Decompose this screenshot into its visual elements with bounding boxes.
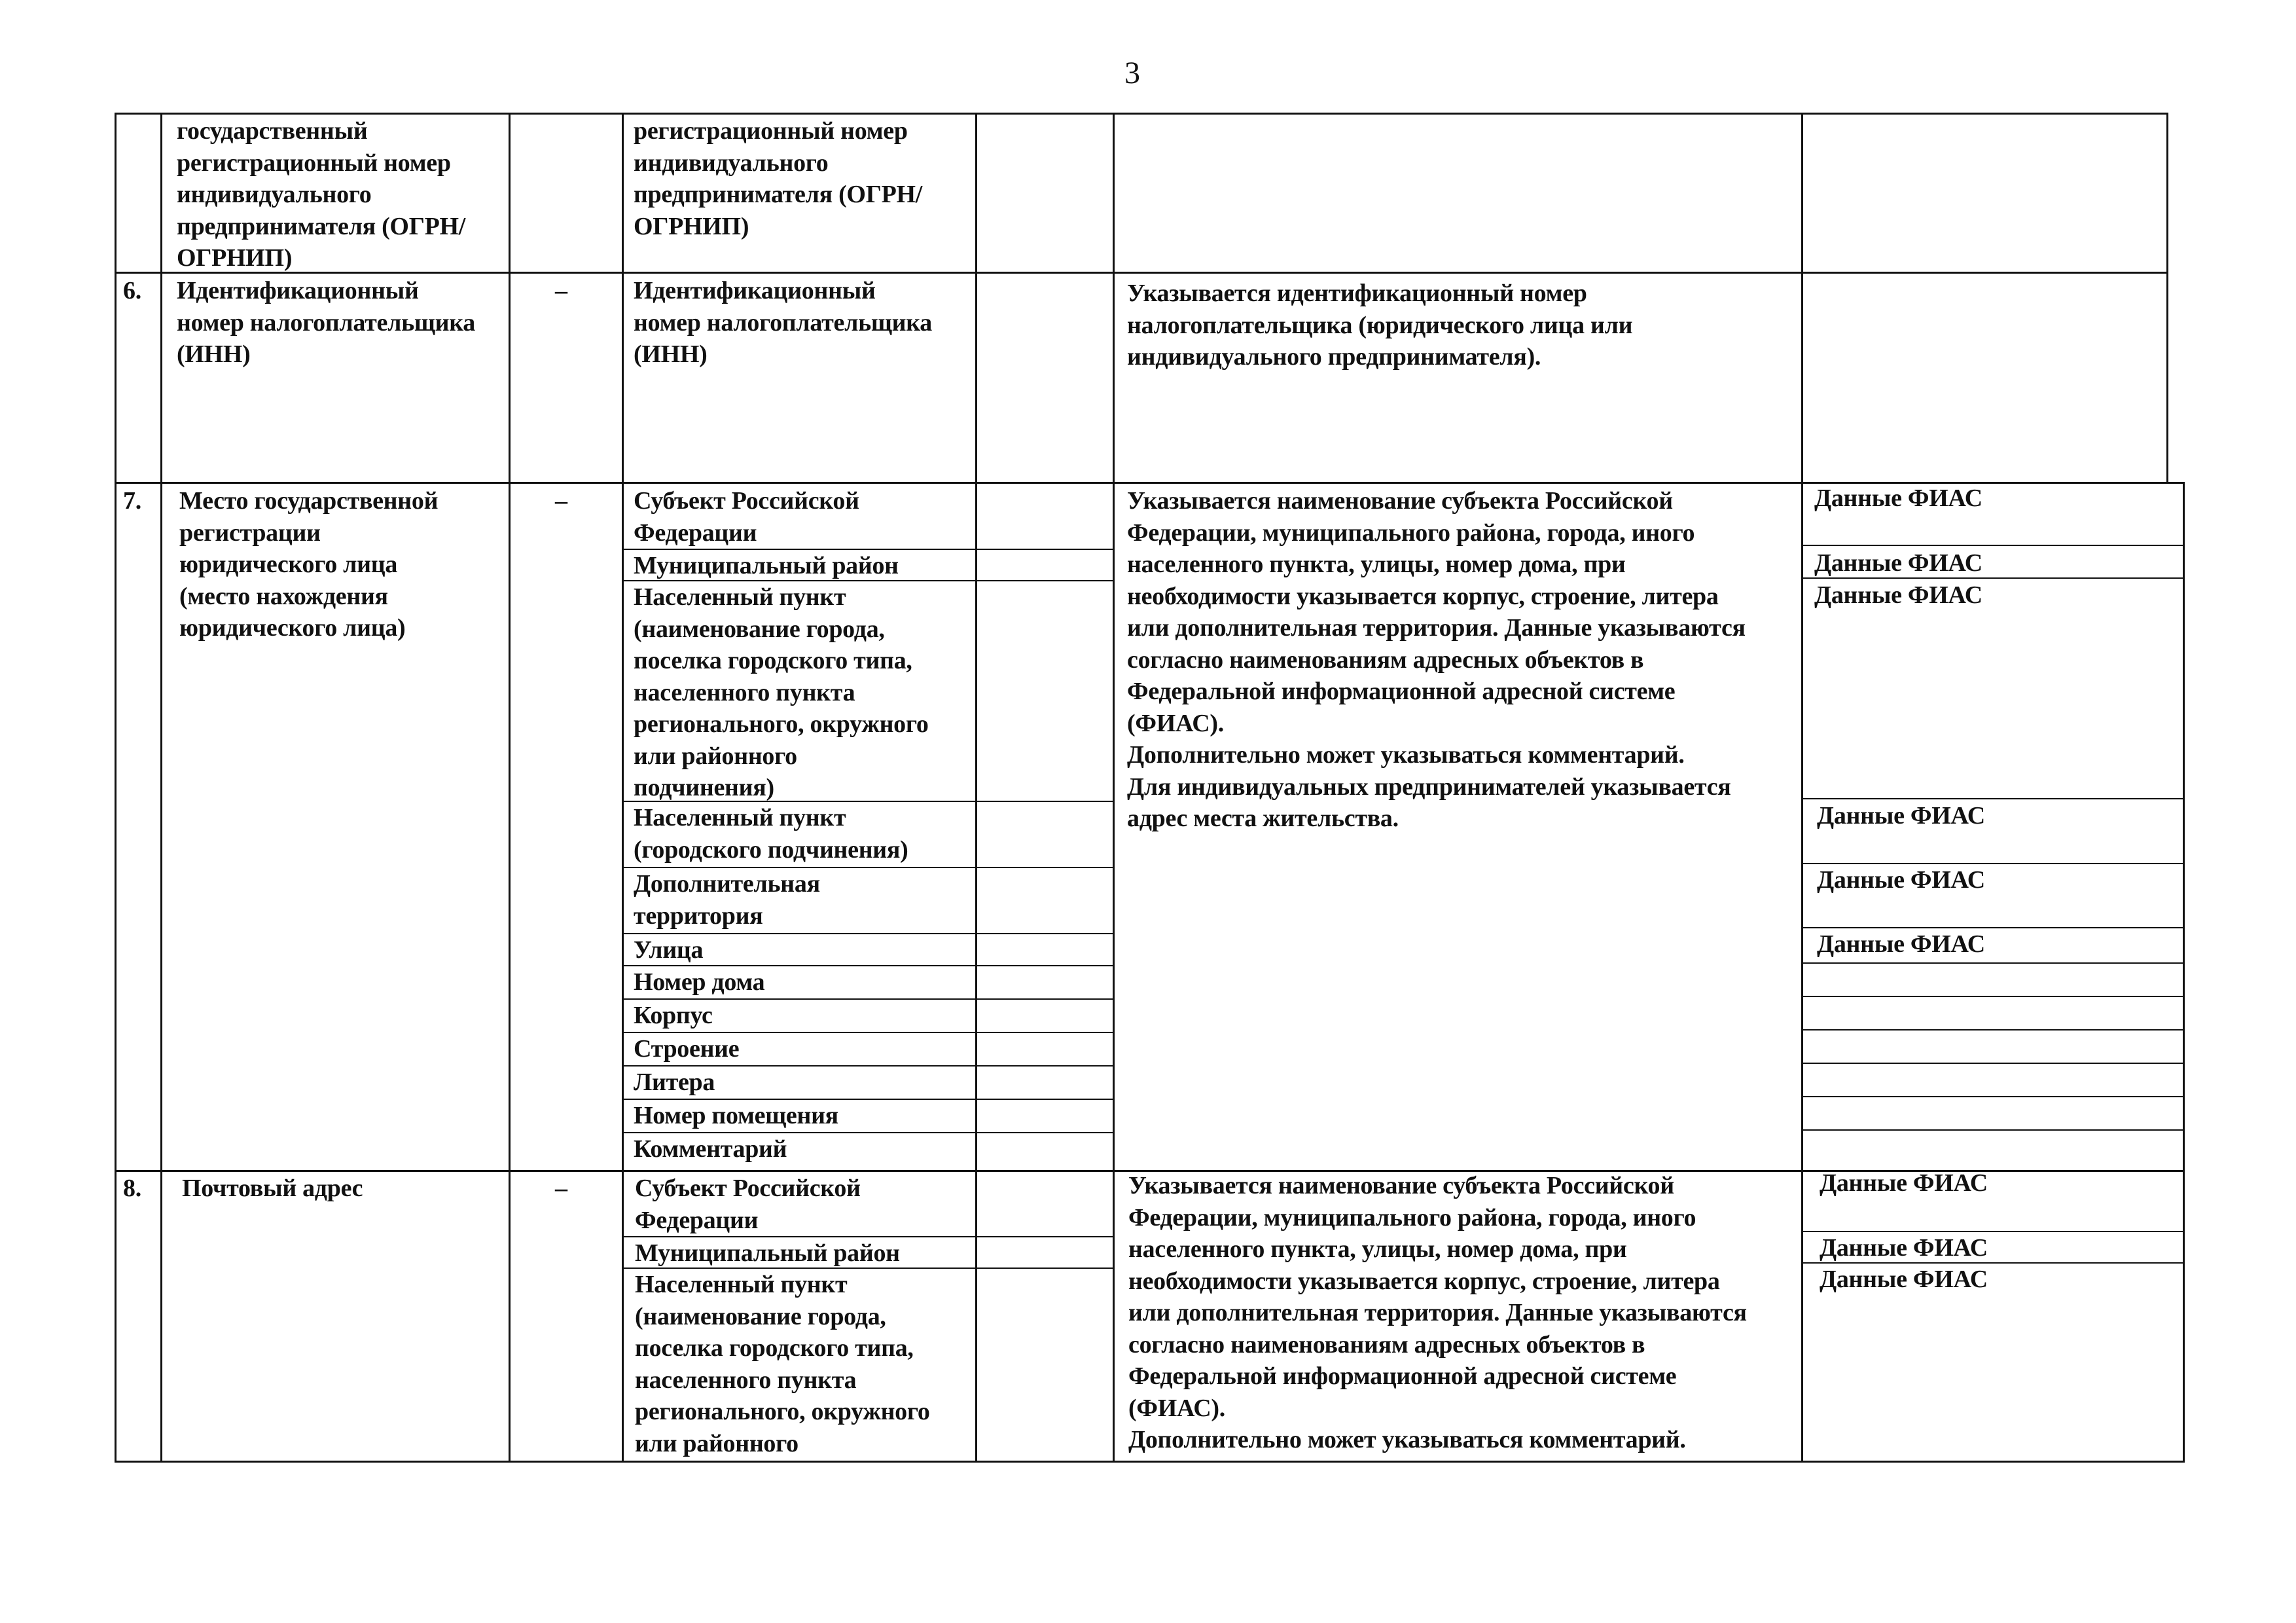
field-locality: Населенный пункт (наименование города, поселка городского типа, населенного пункта регионального, окружного или районного (635, 1271, 930, 1457)
dash: – (555, 487, 567, 515)
column-divider (1113, 113, 1115, 1463)
cell-field: регистрационный номер индивидуального предпринимателя (ОГРН/ ОГРНИП) (634, 117, 922, 240)
source-fias: Данные ФИАС (1820, 1234, 1988, 1262)
source-fias: Данные ФИАС (1817, 866, 1985, 894)
field-house-number: Номер дома (634, 968, 765, 996)
table-border-left (115, 113, 117, 1463)
cell-description: Указывается наименование субъекта Российской Федерации, муниципального района, города, иного населенного пункта, улицы, номер дома, при необходимости указывается корпус, строение, литера или дополнительная территория. Данные указываются согласно наименованиям адресных объектов в Федеральной информационной адресной системе (ФИАС). Дополнительно может указываться комментарий. (1128, 1172, 1747, 1453)
field-building: Корпус (634, 1002, 713, 1029)
field-municipal-district: Муниципальный район (635, 1239, 900, 1267)
cell-name: Идентификационный номер налогоплательщика (ИНН) (177, 277, 475, 368)
row-number: 7. (123, 487, 141, 515)
table-border-right-upper (2166, 113, 2168, 483)
field-street: Улица (634, 936, 704, 964)
subrow-divider (1801, 1063, 2183, 1064)
field-extra-territory: Дополнительная территория (634, 870, 820, 930)
field-comment: Комментарий (634, 1135, 787, 1163)
dash: – (555, 277, 567, 304)
source-fias: Данные ФИАС (1814, 484, 1982, 512)
table-border-bottom (115, 1461, 2185, 1463)
field-locality: Населенный пункт (наименование города, поселка городского типа, населенного пункта регионального, окружного или районного подчинения) (634, 583, 929, 801)
column-divider (975, 113, 977, 1463)
subrow-divider (1801, 962, 2183, 964)
subrow-divider (1801, 1129, 2183, 1131)
column-divider (622, 113, 624, 1463)
cell-name: Место государственной регистрации юридического лица (место нахождения юридического лица) (179, 487, 439, 642)
dash: – (555, 1175, 567, 1202)
table-border-top (115, 113, 2168, 115)
field-subject: Субъект Российской Федерации (635, 1175, 861, 1234)
field-locality-city: Населенный пункт (городского подчинения) (634, 804, 908, 864)
source-fias: Данные ФИАС (1814, 581, 1982, 609)
subrow-divider (1801, 996, 2183, 997)
source-fias: Данные ФИАС (1817, 930, 1985, 958)
cell-description: Указывается идентификационный номер налогоплательщика (юридического лица или индивидуального предпринимателя). (1127, 280, 1633, 371)
subrow-divider (1801, 545, 2183, 546)
subrow-divider (1801, 1096, 2183, 1097)
column-divider (509, 113, 511, 1463)
subrow-divider (1801, 1029, 2183, 1030)
cell-description: Указывается наименование субъекта Российской Федерации, муниципального района, города, иного населенного пункта, улицы, номер дома, при необходимости указывается корпус, строение, литера или дополнительная территория. Данные указываются согласно наименованиям адресных объектов в Федеральной информационной адресной системе (ФИАС). Дополнительно может указываться комментарий. Для индивидуальных предпринимателей указывается адрес места жительства. (1127, 487, 1746, 832)
cell-name: государственный регистрационный номер индивидуального предпринимателя (ОГРН/ ОГРНИП) (177, 117, 465, 272)
cell-field: Идентификационный номер налогоплательщика (ИНН) (634, 277, 932, 368)
row-number: 6. (123, 277, 141, 304)
field-structure: Строение (634, 1035, 740, 1063)
page-number: 3 (1124, 56, 1140, 90)
table-border-right-lower (2183, 482, 2185, 1463)
cell-name: Почтовый адрес (182, 1175, 363, 1202)
source-fias: Данные ФИАС (1820, 1169, 1988, 1197)
column-divider (1801, 113, 1803, 1463)
row-number: 8. (123, 1175, 141, 1202)
field-room-number: Номер помещения (634, 1102, 838, 1129)
field-municipal-district: Муниципальный район (634, 552, 899, 579)
subrow-divider (1801, 798, 2183, 799)
column-divider (160, 113, 162, 1463)
source-fias: Данные ФИАС (1820, 1266, 1988, 1293)
source-fias: Данные ФИАС (1817, 802, 1985, 830)
field-subject: Субъект Российской Федерации (634, 487, 859, 547)
field-letter: Литера (634, 1068, 715, 1096)
source-fias: Данные ФИАС (1814, 549, 1982, 577)
